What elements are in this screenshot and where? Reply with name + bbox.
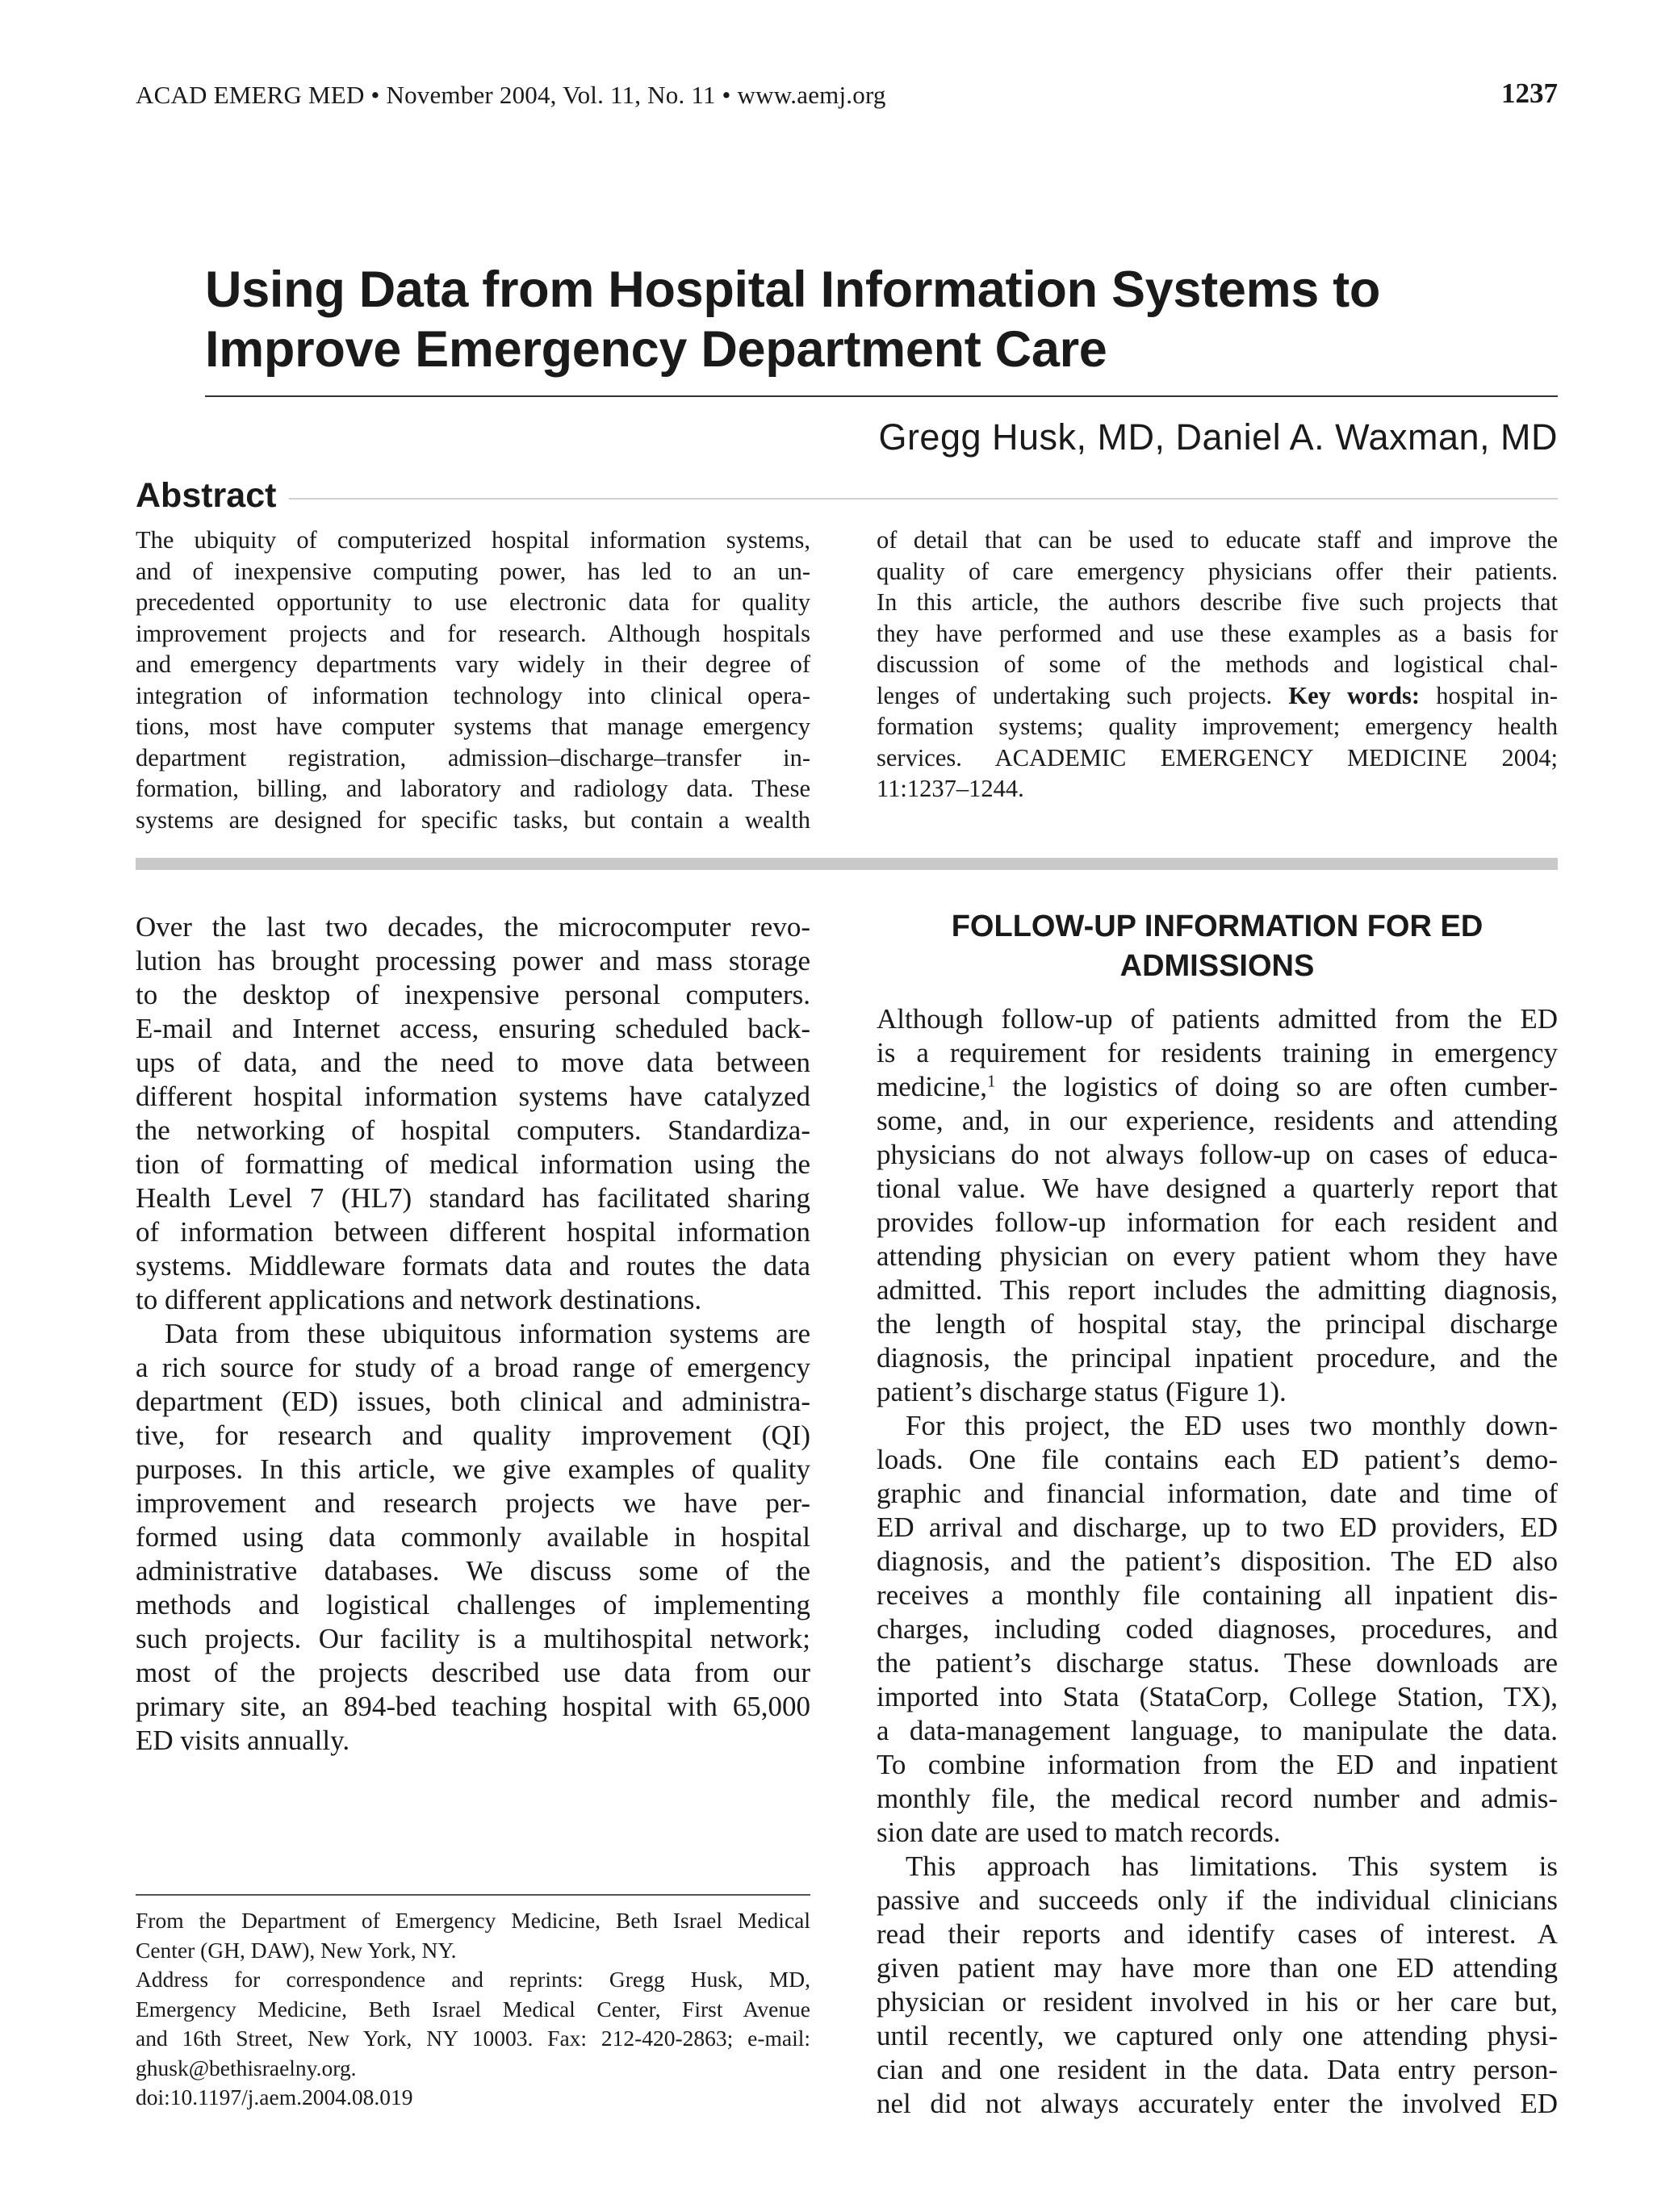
- abstract-heading: Abstract: [136, 476, 277, 515]
- body-line: provides follow-up information for each resident and: [877, 1206, 1558, 1238]
- abstract-left-column: [136, 525, 810, 835]
- abstract-right-column: [877, 525, 1558, 805]
- section-heading: [877, 907, 1558, 986]
- body-line: ED visits annually.: [136, 1725, 350, 1756]
- title-line: Using Data from Hospital Information Systems to: [205, 261, 1381, 318]
- section-heading-line: ADMISSIONS: [1119, 949, 1315, 983]
- body-line: cian and one resident in the data. Data entry person-: [877, 2054, 1558, 2085]
- body-right-column: [877, 1002, 1558, 2121]
- body-line: receives a monthly file containing all inpatient dis-: [877, 1579, 1558, 1611]
- body-line: to the desktop of inexpensive personal computers.: [136, 979, 810, 1010]
- body-line: patient’s discharge status (Figure 1).: [877, 1376, 1287, 1407]
- body-line: tional value. We have designed a quarterly report that: [877, 1173, 1558, 1204]
- title-line: Improve Emergency Department Care: [205, 321, 1107, 378]
- body-line: read their reports and identify cases of interest. A: [877, 1918, 1558, 1950]
- body-line: loads. One file contains each ED patient’s demo-: [877, 1444, 1558, 1475]
- body-line: tive, for research and quality improvement (QI): [136, 1420, 810, 1451]
- abstract-line: formation, billing, and laboratory and radiology data. These: [136, 775, 810, 802]
- body-line: systems. Middleware formats data and routes the data: [136, 1250, 810, 1282]
- address-line: ghusk@bethisraelny.org.: [136, 2055, 357, 2080]
- body-line: ups of data, and the need to move data between: [136, 1047, 810, 1078]
- body-line: lution has brought processing power and mass storage: [136, 945, 810, 976]
- affiliation-line: Center (GH, DAW), New York, NY.: [136, 1937, 457, 1963]
- body-line: graphic and financial information, date and time of: [877, 1478, 1558, 1509]
- keywords-line: formation systems; quality improvement; emergency health: [877, 713, 1558, 740]
- body-line: given patient may have more than one ED attending: [877, 1952, 1558, 1984]
- authors: Gregg Husk, MD, Daniel A. Waxman, MD: [878, 416, 1558, 458]
- body-line: improvement and research projects we have per-: [136, 1487, 810, 1519]
- body-line: sion date are used to match records.: [877, 1817, 1281, 1848]
- footnote-divider: [136, 1894, 810, 1896]
- abstract-separator-bar: [136, 858, 1558, 870]
- affiliation-line: From the Department of Emergency Medicine, Beth Israel Medical: [136, 1908, 810, 1933]
- running-header: ACAD EMERG MED • November 2004, Vol. 11, No. 11 • www.aemj.org: [136, 81, 886, 109]
- body-line: of information between different hospital information: [136, 1216, 810, 1248]
- address-line: and 16th Street, New York, NY 10003. Fax: 212-420-2863; e-mail:: [136, 2026, 810, 2051]
- body-line: department (ED) issues, both clinical and administra-: [136, 1386, 810, 1417]
- abstract-line: department registration, admission–discharge–transfer in-: [136, 743, 810, 771]
- body-line: E-mail and Internet access, ensuring scheduled back-: [136, 1013, 810, 1044]
- body-line: is a requirement for residents training in emergency: [877, 1037, 1558, 1068]
- address-line: Emergency Medicine, Beth Israel Medical Center, First Avenue: [136, 1996, 810, 2022]
- abstract-line: precedented opportunity to use electronic data for quality: [136, 588, 810, 616]
- abstract-line: integration of information technology into clinical opera-: [136, 681, 810, 709]
- abstract-line: systems are designed for specific tasks, but contain a wealth: [136, 805, 810, 834]
- abstract-divider: [289, 498, 1558, 500]
- abstract-line: they have performed and use these examples as a basis for: [877, 619, 1558, 647]
- body-line: methods and logistical challenges of implementing: [136, 1589, 810, 1620]
- body-line: a data-management language, to manipulate the data.: [877, 1715, 1558, 1746]
- body-line: formed using data commonly available in hospital: [136, 1521, 810, 1553]
- body-line: admitted. This report includes the admitting diagnosis,: [877, 1274, 1558, 1306]
- abstract-keywords-line: [877, 680, 1558, 712]
- citation-reference: 1: [987, 1071, 996, 1091]
- body-line: to different applications and network destinations.: [136, 1284, 702, 1315]
- body-text: medicine,: [877, 1071, 988, 1102]
- body-line: monthly file, the medical record number and admis-: [877, 1783, 1558, 1814]
- page-number: 1237: [1501, 77, 1558, 109]
- body-line: For this project, the ED uses two monthly down-: [906, 1410, 1558, 1441]
- abstract-line: discussion of some of the methods and logistical chal-: [877, 650, 1558, 678]
- body-line: physician or resident involved in his or her care but,: [877, 1986, 1558, 2018]
- body-line: different hospital information systems have catalyzed: [136, 1081, 810, 1112]
- abstract-line: In this article, the authors describe five such projects that: [877, 588, 1558, 616]
- body-line: charges, including coded diagnoses, procedures, and: [877, 1613, 1558, 1645]
- body-line: such projects. Our facility is a multihospital network;: [136, 1623, 810, 1654]
- abstract-line: of detail that can be used to educate staff and improve the: [877, 526, 1558, 554]
- abstract-line: improvement projects and for research. Although hospitals: [136, 619, 810, 647]
- body-line: This approach has limitations. This system is: [906, 1850, 1558, 1882]
- abstract-line: tions, most have computer systems that manage emergency: [136, 713, 810, 740]
- body-line: diagnosis, the principal inpatient procedure, and the: [877, 1342, 1558, 1374]
- keywords-label: Key words:: [1288, 681, 1420, 709]
- keywords-text: hospital in-: [1436, 681, 1558, 709]
- body-line-with-citation: [877, 1070, 1558, 1104]
- body-line: the length of hospital stay, the principal discharge: [877, 1308, 1558, 1340]
- article-title: [205, 260, 1577, 379]
- doi: doi:10.1197/j.aem.2004.08.019: [136, 2084, 413, 2110]
- body-line: Although follow-up of patients admitted from the ED: [877, 1003, 1558, 1035]
- abstract-line-text: lenges of undertaking such projects.: [877, 681, 1273, 709]
- section-heading-line: FOLLOW-UP INFORMATION FOR ED: [951, 909, 1484, 943]
- body-line: some, and, in our experience, residents and attending: [877, 1105, 1558, 1136]
- body-line: diagnosis, and the patient’s disposition. The ED also: [877, 1545, 1558, 1577]
- body-line: administrative databases. We discuss some of the: [136, 1555, 810, 1587]
- body-line: attending physician on every patient whom they have: [877, 1240, 1558, 1272]
- body-text: the logistics of doing so are often cumber-: [995, 1071, 1558, 1102]
- body-line: Over the last two decades, the microcomputer revo-: [136, 911, 810, 943]
- body-line: Health Level 7 (HL7) standard has facilitated sharing: [136, 1182, 810, 1214]
- body-line: a rich source for study of a broad range of emergency: [136, 1352, 810, 1383]
- body-line: purposes. In this article, we give examples of quality: [136, 1453, 810, 1485]
- footnotes: [136, 1906, 810, 2113]
- abstract-line: and emergency departments vary widely in their degree of: [136, 650, 810, 678]
- address-line: Address for correspondence and reprints: Gregg Husk, MD,: [136, 1967, 810, 1992]
- body-line: passive and succeeds only if the individual clinicians: [877, 1884, 1558, 1916]
- body-line: nel did not always accurately enter the involved ED: [877, 2088, 1558, 2119]
- abstract-line: and of inexpensive computing power, has led to an un-: [136, 557, 810, 585]
- title-divider: [205, 395, 1558, 397]
- body-line: the patient’s discharge status. These downloads are: [877, 1647, 1558, 1679]
- body-line: the networking of hospital computers. Standardiza-: [136, 1114, 810, 1146]
- body-line: ED arrival and discharge, up to two ED providers, ED: [877, 1512, 1558, 1543]
- body-line: most of the projects described use data from our: [136, 1657, 810, 1688]
- body-line: tion of formatting of medical information using the: [136, 1148, 810, 1180]
- body-line: primary site, an 894-bed teaching hospital with 65,000: [136, 1691, 810, 1722]
- keywords-line: services. ACADEMIC EMERGENCY MEDICINE 2004;: [877, 743, 1558, 771]
- body-line: To combine information from the ED and inpatient: [877, 1749, 1558, 1780]
- body-line: imported into Stata (StataCorp, College Station, TX),: [877, 1681, 1558, 1712]
- abstract-line: quality of care emergency physicians offer their patients.: [877, 557, 1558, 585]
- keywords-line: 11:1237–1244.: [877, 775, 1024, 802]
- body-line: Data from these ubiquitous information systems are: [165, 1318, 810, 1349]
- body-line: until recently, we captured only one attending physi-: [877, 2020, 1558, 2051]
- body-line: physicians do not always follow-up on cases of educa-: [877, 1139, 1558, 1170]
- abstract-line: The ubiquity of computerized hospital information systems,: [136, 526, 810, 554]
- body-left-column: [136, 910, 810, 1758]
